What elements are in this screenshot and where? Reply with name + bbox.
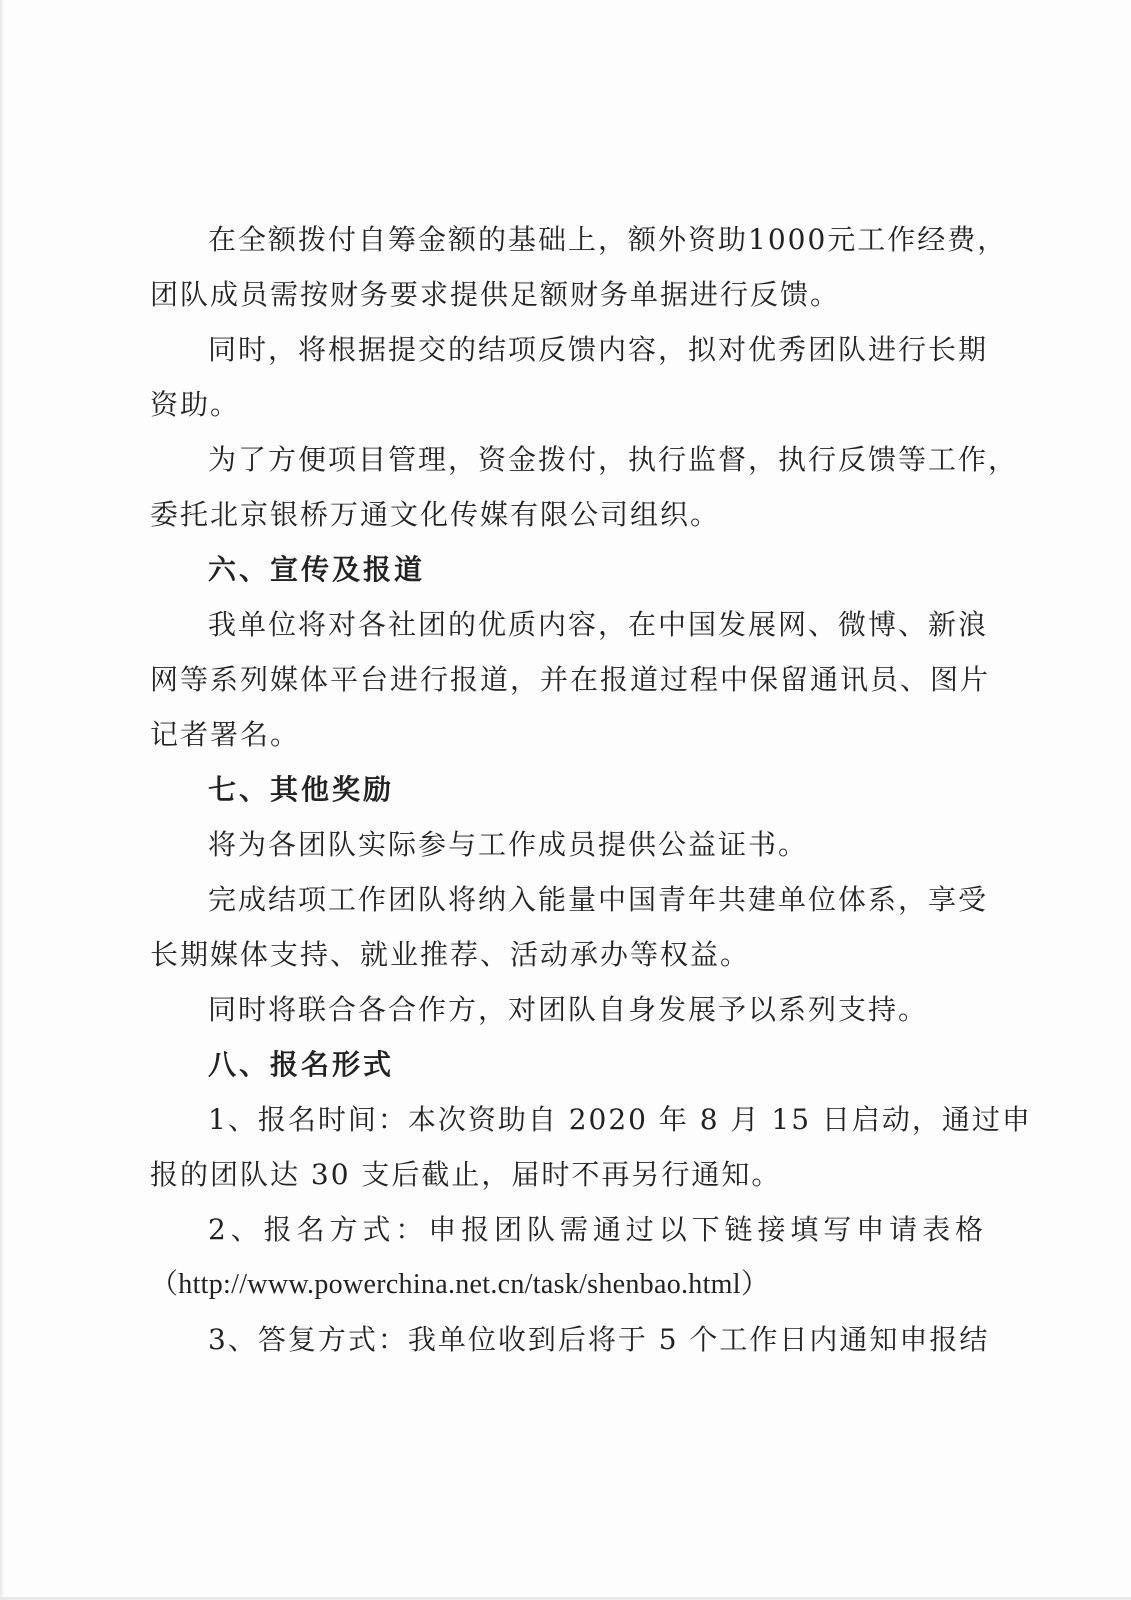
paragraph-line: 3、答复方式：我单位收到后将于 5 个工作日内通知申报结 — [208, 1323, 990, 1356]
paragraph-line: 记者署名。 — [150, 718, 301, 751]
paragraph-line: 完成结项工作团队将纳入能量中国青年共建单位体系，享受 — [208, 883, 989, 916]
registration-link-text: （http://www.powerchina.net.cn/task/shenbao.html） — [150, 1269, 770, 1300]
paragraph-line: 资助。 — [150, 388, 241, 421]
paragraph-line: 2、报名方式：申报团队需通过以下链接填写申请表格 — [208, 1213, 985, 1246]
section-heading-registration: 八、报名形式 — [208, 1048, 395, 1081]
paragraph-line: 团队成员需按财务要求提供足额财务单据进行反馈。 — [150, 278, 841, 311]
document-body — [150, 212, 1032, 1367]
paragraph-line: 为了方便项目管理，资金拨付，执行监督，执行反馈等工作， — [208, 443, 1019, 476]
paragraph-line: 1、报名时间：本次资助自 2020 年 8 月 15 日启动，通过申 — [208, 1103, 1032, 1136]
paragraph-line: 报的团队达 30 支后截止，届时不再另行通知。 — [150, 1158, 782, 1191]
paragraph-line: 同时将联合各合作方，对团队自身发展予以系列支持。 — [208, 993, 929, 1026]
paragraph-line: 同时，将根据提交的结项反馈内容，拟对优秀团队进行长期 — [208, 333, 989, 366]
section-heading-publicity: 六、宣传及报道 — [208, 553, 426, 586]
paragraph-line: 网等系列媒体平台进行报道，并在报道过程中保留通讯员、图片 — [150, 663, 991, 696]
paragraph-line: 将为各团队实际参与工作成员提供公益证书。 — [208, 828, 809, 861]
paragraph-line: 委托北京银桥万通文化传媒有限公司组织。 — [150, 498, 721, 531]
section-heading-other-rewards: 七、其他奖励 — [208, 773, 395, 806]
paragraph-line: 我单位将对各社团的优质内容，在中国发展网、微博、新浪 — [208, 608, 989, 641]
scan-edge — [0, 0, 4, 1600]
paragraph-line: 在全额拨付自筹金额的基础上，额外资助1000元工作经费， — [208, 223, 1008, 256]
paragraph-line: 长期媒体支持、就业推荐、活动承办等权益。 — [150, 938, 751, 971]
